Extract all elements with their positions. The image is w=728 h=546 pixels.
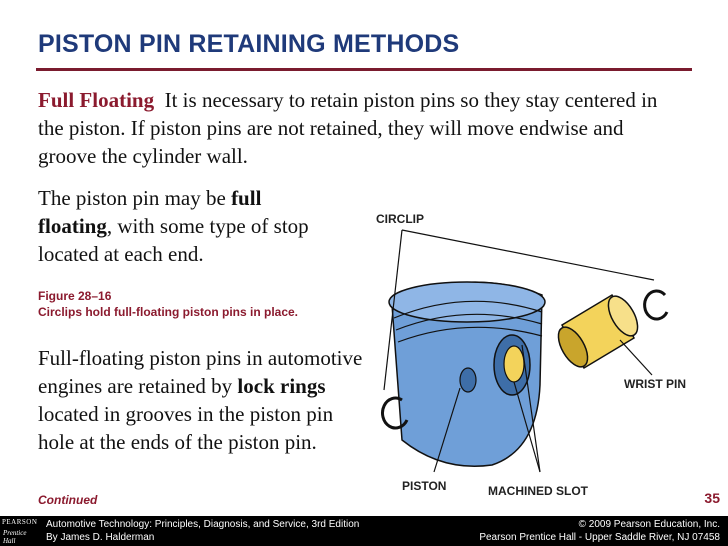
footer-bar <box>0 516 728 546</box>
label-circlip: CIRCLIP <box>376 212 424 226</box>
piston-pin-figure <box>372 210 694 502</box>
footer-author: By James D. Halderman <box>46 532 155 543</box>
para2-text-2: located in grooves in the piston pin hole at the ends of the piston pin. <box>38 402 334 454</box>
label-machined-slot: MACHINED SLOT <box>488 484 588 498</box>
para1-text-2: , with some type of stop located at each end. <box>38 214 309 266</box>
continued-label: Continued <box>38 493 98 507</box>
pearson-logo <box>0 516 40 546</box>
paragraph-lock-rings <box>38 344 368 456</box>
slide-title: PISTON PIN RETAINING METHODS <box>38 30 460 58</box>
label-wrist-pin: WRIST PIN <box>624 377 686 391</box>
paragraph-full-floating <box>38 184 338 268</box>
piston-illustration <box>389 282 545 466</box>
figure-caption <box>38 288 358 320</box>
para2-bold: lock rings <box>237 374 326 398</box>
circlip-right-illustration <box>645 291 667 319</box>
wrist-pin-illustration <box>552 291 643 371</box>
intro-text: It is necessary to retain piston pins so they stay centered in the piston. If piston pins are not retained, they will move endwise and groove the cylinder wall. <box>38 88 658 168</box>
footer-publisher: Pearson Prentice Hall - Upper Saddle River, NJ 07458 <box>479 532 720 543</box>
para1-text-1: The piston pin may be <box>38 186 232 210</box>
footer-copyright: © 2009 Pearson Education, Inc. <box>578 519 720 530</box>
logo-top-text: PEARSON <box>2 518 38 526</box>
para2-text-1: Full-floating piston pins in automotive engines are retained by <box>38 346 363 398</box>
slide-number: 35 <box>704 490 720 506</box>
figure-description: Circlips hold full-floating piston pins in place. <box>38 305 299 319</box>
footer-book-title: Automotive Technology: Principles, Diagnosis, and Service, 3rd Edition <box>46 519 360 530</box>
logo-bottom-text: Prentice Hall <box>3 529 27 545</box>
title-divider <box>36 68 692 71</box>
label-piston: PISTON <box>402 479 447 493</box>
figure-number: Figure 28–16 <box>38 289 112 303</box>
intro-paragraph <box>38 86 678 170</box>
intro-lead: Full Floating <box>38 88 155 112</box>
para1-bold: full floating <box>38 186 262 238</box>
